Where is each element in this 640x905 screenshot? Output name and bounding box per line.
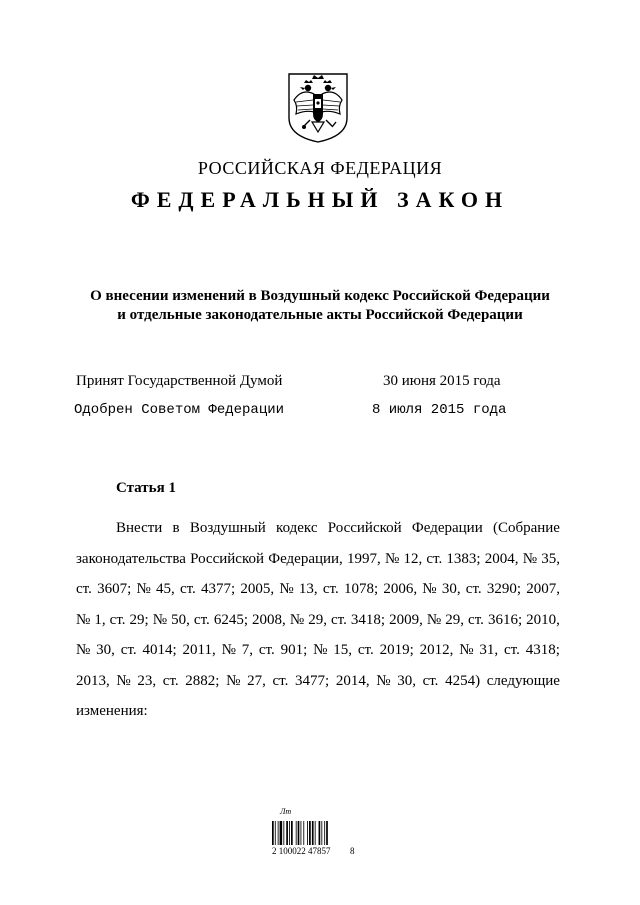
article-word: ст. (426, 550, 443, 567)
article-word: 1997, (347, 550, 381, 567)
barcode-bar (309, 821, 311, 845)
barcode-bar (324, 821, 325, 845)
law-type-title: ФЕДЕРАЛЬНЫЙ ЗАКОН (130, 187, 510, 212)
article-word: 27, (247, 672, 266, 689)
article-word: 2013, (76, 672, 110, 689)
article-word: № (384, 550, 400, 567)
article-word: следующие (486, 672, 560, 689)
article-word: 3477; (294, 672, 330, 689)
duma-adoption-label: Принят Государственной Думой (76, 373, 283, 389)
article-word: 15, (333, 642, 353, 658)
article-word: 12, (403, 550, 423, 567)
barcode-bar (326, 821, 328, 845)
article-word: № (221, 642, 236, 658)
article-line (76, 696, 560, 727)
barcode-number: 2 100022 47857 (272, 846, 331, 856)
article-word: ст. (357, 642, 374, 658)
article-word: 6245; (213, 611, 248, 628)
barcode-mark: Лт (280, 807, 292, 816)
barcode-bar (315, 821, 316, 845)
article-word: Федерации (411, 520, 483, 536)
article-word: 31, (479, 642, 499, 658)
barcode-bar (321, 821, 322, 845)
article-word: 30, (441, 581, 461, 597)
article-word: ст. (109, 611, 126, 628)
article-word: 4318; (525, 642, 560, 658)
article-word: 45, (155, 581, 175, 597)
article-word: 901; (280, 642, 308, 658)
council-approval-label: Одобрен Советом Федерации (74, 402, 285, 418)
barcode-bar (280, 821, 283, 845)
article-word: ст. (330, 611, 347, 628)
article-word: 2019; (379, 642, 414, 658)
article-word: № (116, 672, 131, 689)
barcode-bar (283, 821, 284, 845)
article-line (76, 513, 560, 544)
article-word: ст. (162, 672, 179, 689)
article-line (76, 605, 560, 636)
barcode-bar (291, 821, 293, 845)
barcode (272, 807, 362, 857)
article-word: 4014; (142, 642, 177, 658)
article-word: 2009, (389, 611, 423, 628)
article-word: ст. (272, 672, 289, 689)
article-word: ст. (465, 581, 482, 597)
article-word: ст. (120, 642, 137, 658)
article-word: 7, (241, 642, 253, 658)
article-word: 3418; (350, 611, 386, 628)
article-word: в (172, 520, 180, 536)
article-word: 23, (137, 672, 157, 689)
article-word: 2007, (526, 581, 560, 597)
barcode-check-digit: 8 (350, 846, 355, 856)
barcode-bar (275, 821, 276, 845)
article-word: 2004, (484, 550, 519, 567)
article-word: 29, (445, 611, 464, 628)
article-word: 2008, (252, 611, 286, 628)
barcode-bar (289, 821, 290, 845)
article-word: ст. (76, 581, 92, 597)
article-word: № (422, 581, 437, 597)
article-word: 30, (397, 672, 416, 689)
council-approval-date: 8 июля 2015 года (372, 402, 507, 418)
article-body (76, 513, 560, 727)
article-word: ст. (422, 672, 439, 689)
article-word: изменения: (76, 703, 148, 719)
article-word: 29, (308, 611, 327, 628)
country-name: РОССИЙСКАЯ ФЕДЕРАЦИЯ (197, 158, 443, 178)
article-word: 2014, (335, 672, 370, 689)
article-word: 29; (129, 611, 149, 628)
article-word: Воздушный (189, 520, 266, 536)
barcode-bar (298, 821, 300, 845)
article-line (76, 544, 560, 575)
article-word: ст. (504, 642, 520, 658)
article-word: законодательства (76, 550, 186, 567)
law-title-line-1: О внесении изменений в Воздушный кодекс Российской Федерации (90, 288, 550, 304)
article-word: № (279, 581, 294, 597)
article-word: 13, (298, 581, 318, 597)
article-word: 3607; (97, 581, 132, 597)
barcode-bar (286, 821, 288, 845)
barcode-bar (278, 821, 279, 845)
article-word: № (376, 672, 391, 689)
article-word: 1078; (343, 581, 379, 597)
article-word: № (76, 611, 91, 628)
article-word: № (152, 611, 168, 628)
article-word: Российской (327, 520, 402, 536)
article-word: 50, (171, 611, 190, 628)
barcode-bar (301, 821, 302, 845)
article-word: № (459, 642, 474, 658)
barcode-bar (272, 821, 274, 845)
article-word: 4254) (445, 672, 481, 689)
article-word: № (522, 550, 538, 567)
barcode-bar (319, 821, 321, 845)
article-word: 3616; (487, 611, 523, 628)
article-word: 35, (541, 550, 560, 567)
article-word: ст. (322, 581, 339, 597)
article-word: Федерации, (268, 550, 343, 567)
article-word: 30, (96, 642, 115, 658)
article-word: 2882; (185, 672, 220, 689)
article-word: 4377; (201, 581, 236, 597)
article-word: 1383; (446, 550, 481, 567)
article-word: № (76, 642, 91, 658)
law-title-line-2: и отдельные законодательные акты Российской Федерации (117, 307, 523, 323)
article-word: 2005, (240, 581, 275, 597)
article-word: Внести (116, 520, 163, 536)
article-word: 1, (94, 611, 106, 628)
article-word: 2010, (526, 611, 560, 628)
article-word: ст. (193, 611, 210, 628)
barcode-bar (296, 821, 297, 845)
article-line (76, 666, 560, 697)
law-title (40, 287, 600, 325)
article-word: 2012, (419, 642, 454, 658)
article-word: ст. (179, 581, 196, 597)
article-word: (Собрание (492, 520, 560, 536)
article-word: кодекс (276, 520, 318, 536)
barcode-bar (307, 821, 308, 845)
article-line (76, 635, 560, 666)
barcode-bars (272, 821, 348, 845)
article-heading: Статья 1 (116, 480, 176, 496)
article-word: 2006, (383, 581, 418, 597)
article-word: № (426, 611, 442, 628)
article-word: № (136, 581, 151, 597)
coat-of-arms-icon (286, 70, 350, 144)
article-word: № (226, 672, 241, 689)
article-word: ст. (258, 642, 275, 658)
duma-adoption-date: 30 июня 2015 года (383, 373, 501, 389)
article-word: № (289, 611, 305, 628)
article-word: № (313, 642, 328, 658)
article-word: ст. (468, 611, 484, 628)
article-word: Российской (190, 550, 265, 567)
barcode-bar (303, 821, 304, 845)
article-word: 3290; (486, 581, 522, 597)
article-line (76, 574, 560, 605)
article-word: 2011, (182, 642, 216, 658)
barcode-bar (312, 821, 314, 845)
